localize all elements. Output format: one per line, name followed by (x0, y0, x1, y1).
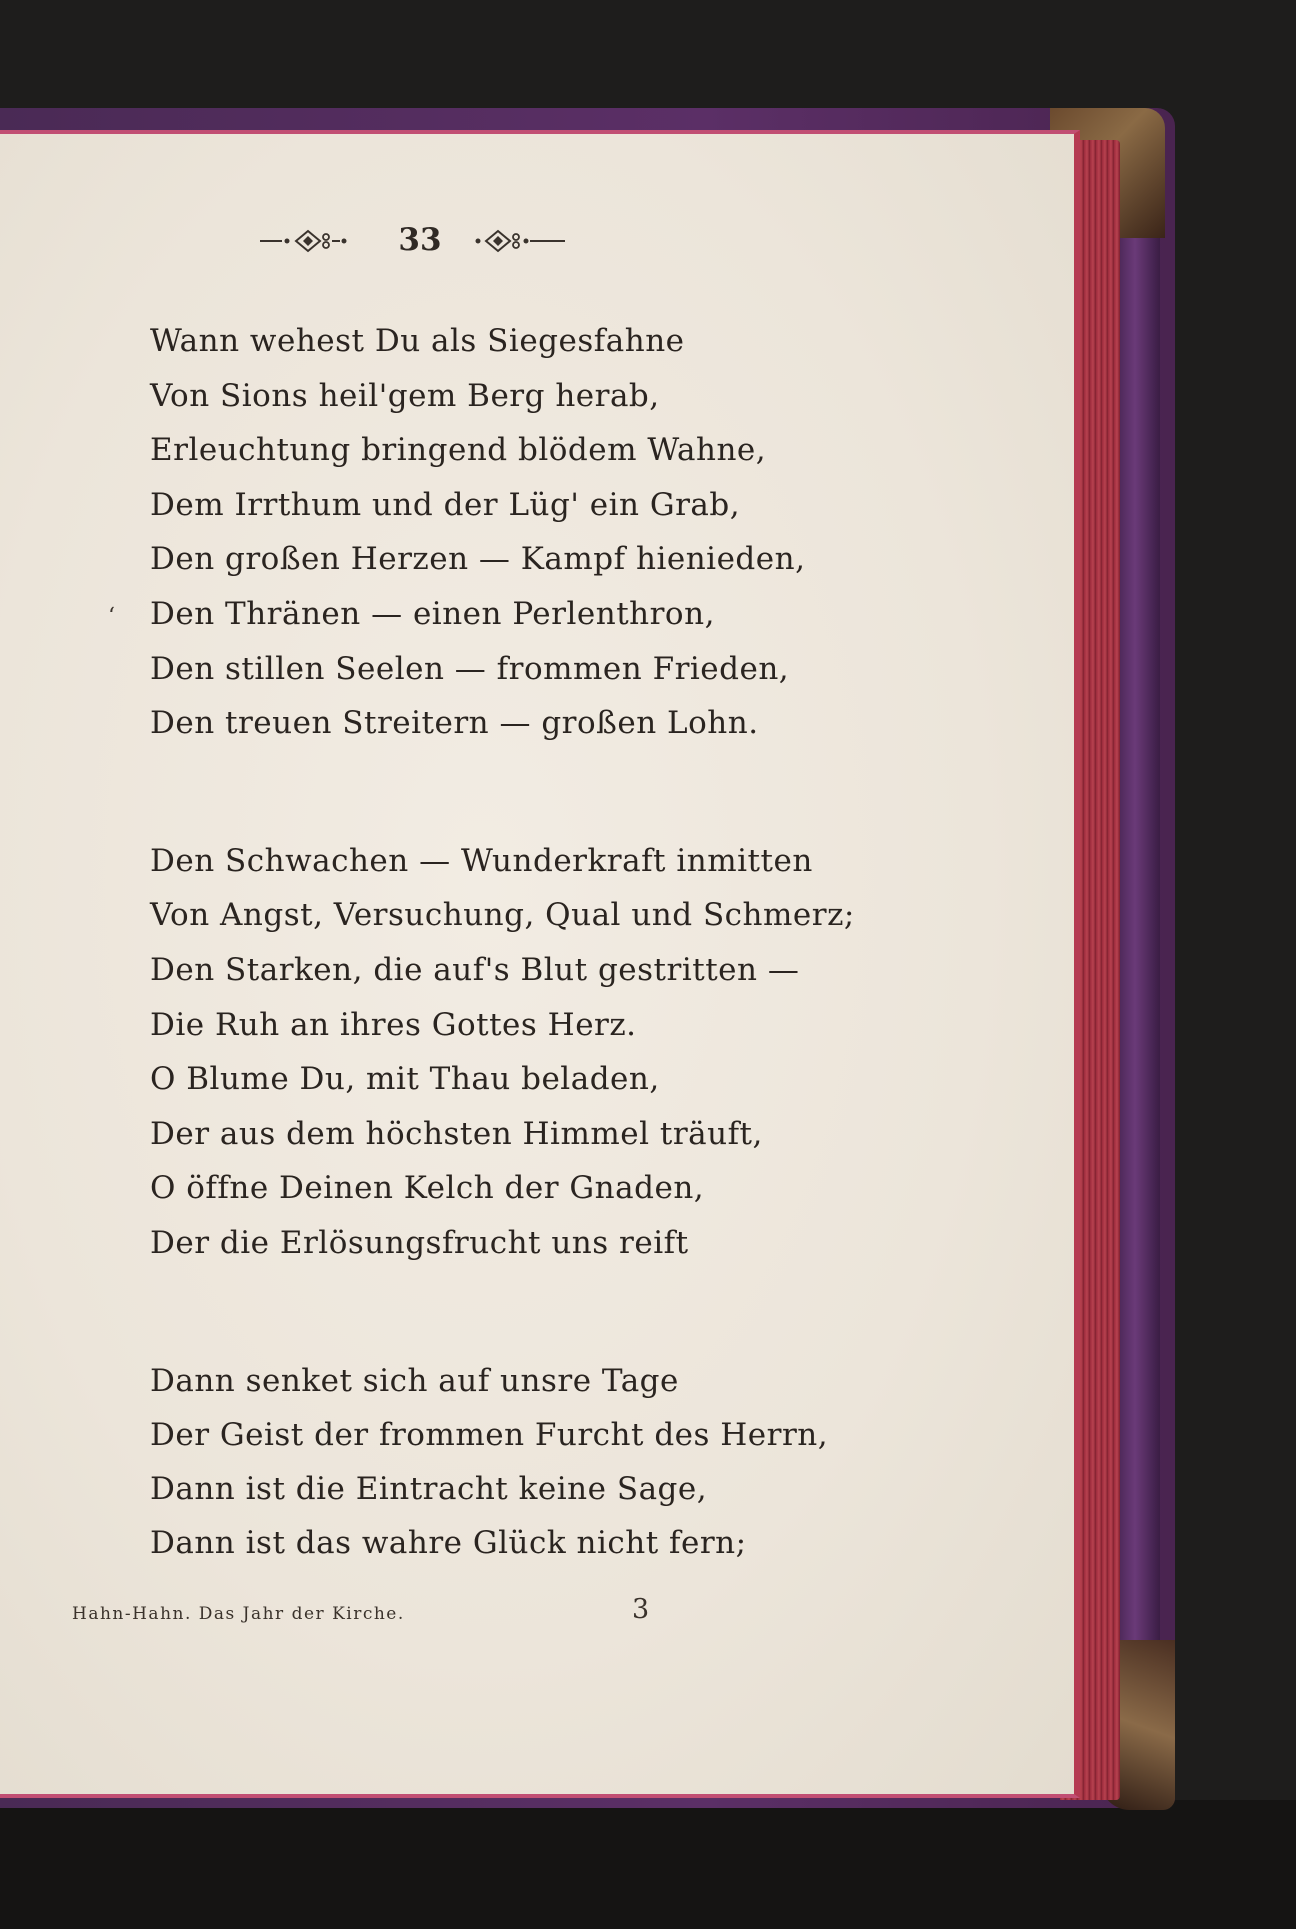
page-footer (72, 1594, 692, 1634)
poem-line: O öffne Deinen Kelch der Gnaden, (150, 1170, 705, 1207)
poem (150, 314, 930, 1653)
stray-mark: ‘ (108, 604, 115, 629)
poem-line: Der Geist der frommen Furcht des Herrn, (150, 1416, 829, 1453)
ornament-left-icon (260, 228, 360, 254)
poem-line: Erleuchtung bringend blödem Wahne, (150, 432, 767, 469)
stanza (150, 1354, 930, 1570)
page-header (260, 222, 580, 262)
backdrop (0, 1800, 1296, 1929)
poem-line: Von Sions heil'gem Berg herab, (150, 377, 660, 414)
poem-line: O Blume Du, mit Thau beladen, (150, 1061, 660, 1098)
printer-signature: Hahn-Hahn. Das Jahr der Kirche. (72, 1604, 405, 1624)
page-number: 33 (398, 222, 442, 258)
poem-line: Den Starken, die auf's Blut gestritten — (150, 951, 800, 988)
poem-line: Von Angst, Versuchung, Qual und Schmerz; (150, 897, 855, 934)
poem-line: Die Ruh an ihres Gottes Herz. (150, 1006, 637, 1043)
stanza (150, 314, 930, 751)
poem-line: Den treuen Streitern — großen Lohn. (150, 705, 759, 742)
ornament-right-icon (470, 228, 570, 254)
poem-line: Dann senket sich auf unsre Tage (150, 1362, 679, 1399)
poem-line: Dem Irrthum und der Lüg' ein Grab, (150, 486, 741, 523)
poem-line: Den großen Herzen — Kampf hienieden, (150, 541, 806, 578)
poem-line: Dann ist das wahre Glück nicht fern; (150, 1524, 747, 1561)
poem-line: Den stillen Seelen — frommen Frieden, (150, 650, 790, 687)
poem-line: Dann ist die Eintracht keine Sage, (150, 1470, 708, 1507)
poem-line: Der aus dem höchsten Himmel träuft, (150, 1115, 763, 1152)
poem-line: Der die Erlösungsfrucht uns reift (150, 1224, 689, 1261)
poem-line: Den Thränen — einen Perlenthron, (150, 595, 715, 632)
stanza (150, 834, 930, 1271)
sheet-mark: 3 (632, 1594, 650, 1625)
poem-line: Wann wehest Du als Siegesfahne (150, 323, 685, 359)
book-page (0, 130, 1080, 1798)
poem-line: Den Schwachen — Wunderkraft inmitten (150, 842, 813, 879)
